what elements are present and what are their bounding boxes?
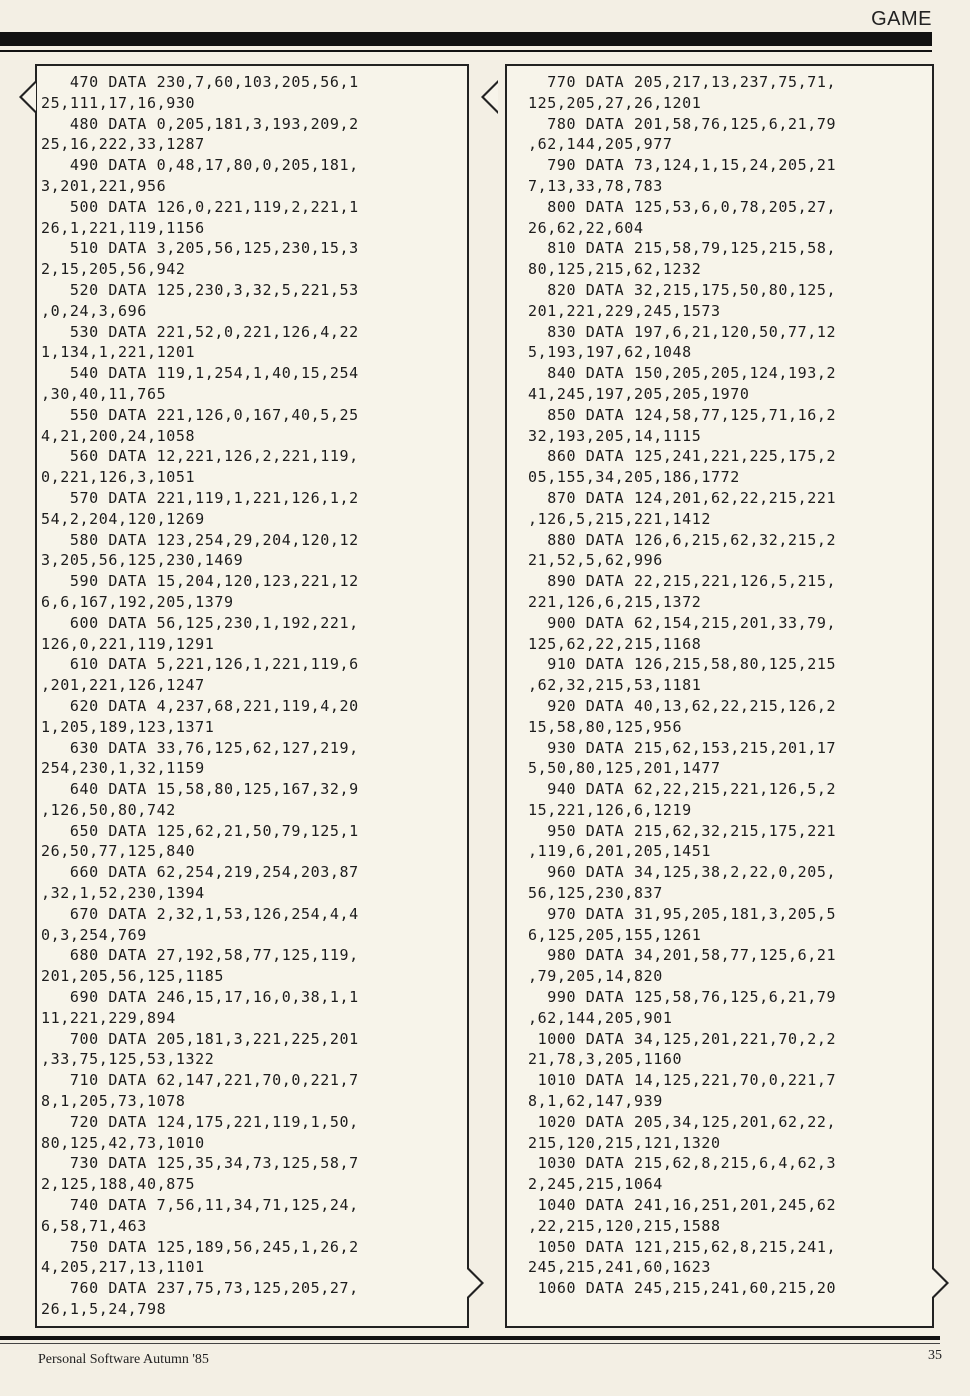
listing-line: 550 DATA 221,126,0,167,40,5,25 <box>41 405 359 424</box>
listing-line: 41,245,197,205,205,1970 <box>528 384 750 403</box>
listing-line: 126,0,221,119,1291 <box>41 634 215 653</box>
listing-line: 830 DATA 197,6,21,120,50,77,12 <box>528 322 837 341</box>
listing-line: 0,3,254,769 <box>41 925 147 944</box>
listing-line: 860 DATA 125,241,221,225,175,2 <box>528 447 837 466</box>
listing-line: 500 DATA 126,0,221,119,2,221,1 <box>41 197 359 216</box>
listing-line: 221,126,6,215,1372 <box>528 592 702 611</box>
listing-line: 610 DATA 5,221,126,1,221,119,6 <box>41 655 359 674</box>
listing-line: 54,2,204,120,1269 <box>41 509 205 528</box>
listing-line: ,62,32,215,53,1181 <box>528 676 702 695</box>
listing-line: 490 DATA 0,48,17,80,0,205,181, <box>41 156 359 175</box>
publication-footer: Personal Software Autumn '85 <box>38 1352 209 1367</box>
listing-line: 1020 DATA 205,34,125,201,62,22, <box>528 1112 837 1131</box>
listing-line: 254,230,1,32,1159 <box>41 759 205 778</box>
listing-line: 840 DATA 150,205,205,124,193,2 <box>528 364 837 383</box>
listing-line: 880 DATA 126,6,215,62,32,215,2 <box>528 530 837 549</box>
listing-line: 1040 DATA 241,16,251,201,245,62 <box>528 1196 837 1215</box>
listing-line: 590 DATA 15,204,120,123,221,12 <box>41 572 359 591</box>
listing-line: 25,16,222,33,1287 <box>41 135 205 154</box>
listing-line: 960 DATA 34,125,38,2,22,0,205, <box>528 863 837 882</box>
listing-line: 125,62,22,215,1168 <box>528 634 702 653</box>
listing-line: 910 DATA 126,215,58,80,125,215 <box>528 655 837 674</box>
listing-line: 26,50,77,125,840 <box>41 842 196 861</box>
listing-line: 600 DATA 56,125,230,1,192,221, <box>41 613 359 632</box>
listing-line: 920 DATA 40,13,62,22,215,126,2 <box>528 696 837 715</box>
listing-line: 5,50,80,125,201,1477 <box>528 759 721 778</box>
listing-column-left <box>35 64 469 1328</box>
footer-rule <box>0 1336 940 1340</box>
listing-line: 520 DATA 125,230,3,32,5,221,53 <box>41 280 359 299</box>
listing-line: 780 DATA 201,58,76,125,6,21,79 <box>528 114 837 133</box>
listing-line: 1030 DATA 215,62,8,215,6,4,62,3 <box>528 1154 837 1173</box>
listing-line: 245,215,241,60,1623 <box>528 1258 711 1277</box>
listing-line: 970 DATA 31,95,205,181,3,205,5 <box>528 904 837 923</box>
listing-line: 640 DATA 15,58,80,125,167,32,9 <box>41 780 359 799</box>
listing-line: 6,125,205,155,1261 <box>528 925 702 944</box>
listing-line: 530 DATA 221,52,0,221,126,4,22 <box>41 322 359 341</box>
listing-line: ,30,40,11,765 <box>41 384 167 403</box>
listing-line: 890 DATA 22,215,221,126,5,215, <box>528 572 837 591</box>
listing-line: 21,78,3,205,1160 <box>528 1050 683 1069</box>
listing-lines-left <box>37 66 467 1320</box>
listing-line: 56,125,230,837 <box>528 884 663 903</box>
listing-line: 630 DATA 33,76,125,62,127,219, <box>41 738 359 757</box>
listing-line: 1010 DATA 14,125,221,70,0,221,7 <box>528 1071 837 1090</box>
listing-line: 940 DATA 62,22,215,221,126,5,2 <box>528 780 837 799</box>
listing-line: 6,6,167,192,205,1379 <box>41 592 234 611</box>
listing-line: 710 DATA 62,147,221,70,0,221,7 <box>41 1071 359 1090</box>
listing-line: 690 DATA 246,15,17,16,0,38,1,1 <box>41 988 359 1007</box>
listing-line: 15,58,80,125,956 <box>528 717 683 736</box>
listing-line: 201,205,56,125,1185 <box>41 967 224 986</box>
listing-line: ,62,144,205,977 <box>528 135 673 154</box>
listing-line: 5,193,197,62,1048 <box>528 343 692 362</box>
listing-line: ,126,50,80,742 <box>41 800 176 819</box>
listing-line: 560 DATA 12,221,126,2,221,119, <box>41 447 359 466</box>
listing-line: 570 DATA 221,119,1,221,126,1,2 <box>41 488 359 507</box>
listing-line: ,32,1,52,230,1394 <box>41 884 205 903</box>
right-pointer-icon <box>932 1266 949 1300</box>
listing-line: 4,205,217,13,1101 <box>41 1258 205 1277</box>
listing-line: 990 DATA 125,58,76,125,6,21,79 <box>528 988 837 1007</box>
listing-line: 790 DATA 73,124,1,15,24,205,21 <box>528 156 837 175</box>
listing-line: 760 DATA 237,75,73,125,205,27, <box>41 1279 359 1298</box>
listing-line: 8,1,205,73,1078 <box>41 1092 186 1111</box>
listing-line: 1000 DATA 34,125,201,221,70,2,2 <box>528 1029 837 1048</box>
listing-line: 6,58,71,463 <box>41 1216 147 1235</box>
listing-line: 0,221,126,3,1051 <box>41 468 196 487</box>
listing-column-right <box>505 64 934 1328</box>
listing-line: 80,125,42,73,1010 <box>41 1133 205 1152</box>
listing-line: 21,52,5,62,996 <box>528 551 663 570</box>
header-rule <box>0 32 932 46</box>
header-rule-thin <box>0 50 932 52</box>
listing-line: 25,111,17,16,930 <box>41 93 196 112</box>
listing-line: ,201,221,126,1247 <box>41 676 205 695</box>
listing-line: 720 DATA 124,175,221,119,1,50, <box>41 1112 359 1131</box>
listing-line: 7,13,33,78,783 <box>528 176 663 195</box>
left-pointer-icon <box>481 80 498 114</box>
listing-line: 32,193,205,14,1115 <box>528 426 702 445</box>
listing-line: 700 DATA 205,181,3,221,225,201 <box>41 1029 359 1048</box>
listing-line: 3,205,56,125,230,1469 <box>41 551 244 570</box>
listing-line: 770 DATA 205,217,13,237,75,71, <box>528 73 837 91</box>
left-pointer-icon <box>19 80 36 114</box>
listing-line: ,119,6,201,205,1451 <box>528 842 711 861</box>
listing-line: 670 DATA 2,32,1,53,126,254,4,4 <box>41 904 359 923</box>
listing-line: 05,155,34,205,186,1772 <box>528 468 740 487</box>
listing-line: 1060 DATA 245,215,241,60,215,20 <box>528 1279 837 1298</box>
listing-line: 470 DATA 230,7,60,103,205,56,1 <box>41 73 359 91</box>
listing-line: 1050 DATA 121,215,62,8,215,241, <box>528 1237 837 1256</box>
listing-line: 2,245,215,1064 <box>528 1175 663 1194</box>
listing-line: ,79,205,14,820 <box>528 967 663 986</box>
listing-line: 850 DATA 124,58,77,125,71,16,2 <box>528 405 837 424</box>
listing-lines-right <box>507 66 932 1299</box>
listing-line: ,126,5,215,221,1412 <box>528 509 711 528</box>
listing-line: 1,205,189,123,1371 <box>41 717 215 736</box>
listing-line: 750 DATA 125,189,56,245,1,26,2 <box>41 1237 359 1256</box>
page-number: 35 <box>928 1348 942 1363</box>
right-pointer-icon <box>467 1266 484 1300</box>
listing-line: 510 DATA 3,205,56,125,230,15,3 <box>41 239 359 258</box>
listing-line: 680 DATA 27,192,58,77,125,119, <box>41 946 359 965</box>
listing-line: 4,21,200,24,1058 <box>41 426 196 445</box>
listing-line: 980 DATA 34,201,58,77,125,6,21 <box>528 946 837 965</box>
listing-line: ,22,215,120,215,1588 <box>528 1216 721 1235</box>
listing-line: 26,1,5,24,798 <box>41 1300 167 1319</box>
listing-line: ,0,24,3,696 <box>41 301 147 320</box>
listing-line: 930 DATA 215,62,153,215,201,17 <box>528 738 837 757</box>
listing-line: 201,221,229,245,1573 <box>528 301 721 320</box>
listing-line: 950 DATA 215,62,32,215,175,221 <box>528 821 837 840</box>
listing-line: ,33,75,125,53,1322 <box>41 1050 215 1069</box>
listing-line: 3,201,221,956 <box>41 176 167 195</box>
listing-line: 8,1,62,147,939 <box>528 1092 663 1111</box>
listing-line: 1,134,1,221,1201 <box>41 343 196 362</box>
listing-line: 15,221,126,6,1219 <box>528 800 692 819</box>
footer-rule-thin <box>0 1343 940 1344</box>
listing-line: 125,205,27,26,1201 <box>528 93 702 112</box>
listing-line: 740 DATA 7,56,11,34,71,125,24, <box>41 1196 359 1215</box>
listing-line: 800 DATA 125,53,6,0,78,205,27, <box>528 197 837 216</box>
listing-line: 540 DATA 119,1,254,1,40,15,254 <box>41 364 359 383</box>
section-label: GAME <box>871 8 932 30</box>
listing-line: 2,125,188,40,875 <box>41 1175 196 1194</box>
listing-line: 730 DATA 125,35,34,73,125,58,7 <box>41 1154 359 1173</box>
listing-line: 11,221,229,894 <box>41 1008 176 1027</box>
listing-line: 870 DATA 124,201,62,22,215,221 <box>528 488 837 507</box>
listing-line: 660 DATA 62,254,219,254,203,87 <box>41 863 359 882</box>
listing-line: 26,62,22,604 <box>528 218 644 237</box>
listing-line: 580 DATA 123,254,29,204,120,12 <box>41 530 359 549</box>
listing-line: 2,15,205,56,942 <box>41 260 186 279</box>
listing-line: 810 DATA 215,58,79,125,215,58, <box>528 239 837 258</box>
listing-line: 620 DATA 4,237,68,221,119,4,20 <box>41 696 359 715</box>
listing-line: ,62,144,205,901 <box>528 1008 673 1027</box>
listing-line: 900 DATA 62,154,215,201,33,79, <box>528 613 837 632</box>
listing-line: 215,120,215,121,1320 <box>528 1133 721 1152</box>
listing-line: 26,1,221,119,1156 <box>41 218 205 237</box>
listing-line: 650 DATA 125,62,21,50,79,125,1 <box>41 821 359 840</box>
listing-line: 820 DATA 32,215,175,50,80,125, <box>528 280 837 299</box>
listing-line: 480 DATA 0,205,181,3,193,209,2 <box>41 114 359 133</box>
listing-line: 80,125,215,62,1232 <box>528 260 702 279</box>
